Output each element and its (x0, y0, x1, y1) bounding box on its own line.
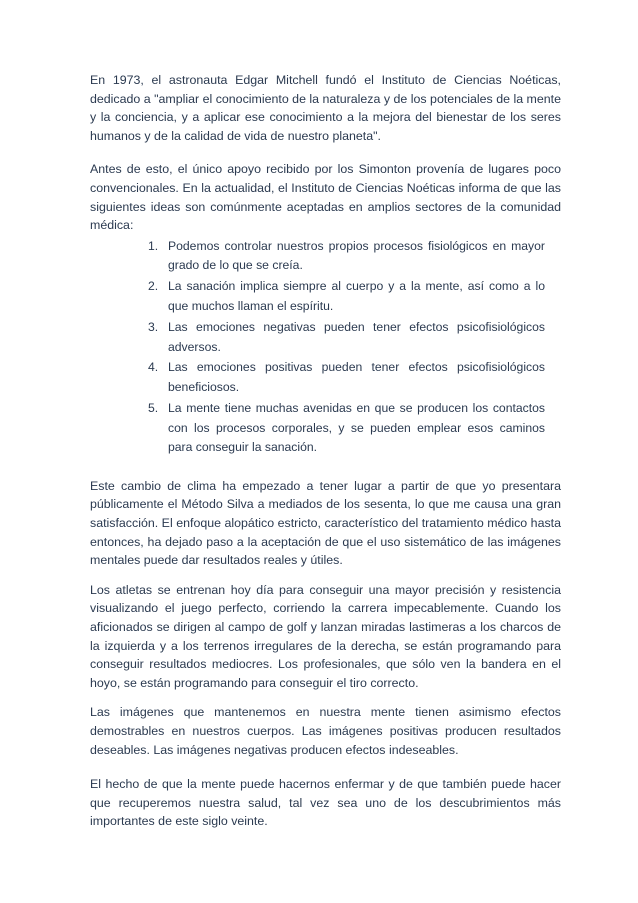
list-item-number: 2. (148, 279, 159, 294)
paragraph: En 1973, el astronauta Edgar Mitchell fundó el Instituto de Ciencias Noéticas, dedicado a "ampliar el conocimiento de la naturaleza y de los potenciales de la mente y la conciencia, y a aplicar ese conocimiento a la mejora del bienestar de los seres humanos y de la calidad de vida de nuestro planeta". (90, 73, 561, 143)
list-item-text: Las emociones positivas pueden tener efectos psicofisiológicos beneficiosos. (168, 360, 545, 395)
paragraph: Antes de esto, el único apoyo recibido por los Simonton provenía de lugares poco convencionales. En la actualidad, el Instituto de Ciencias Noéticas informa de que las siguientes ideas son comúnmente aceptadas en amplios sectores de la comunidad médica: (90, 162, 561, 233)
list-item-text: La sanación implica siempre al cuerpo y a la mente, así como a lo que muchos llaman el espíritu. (168, 279, 545, 313)
list-item-number: 4. (148, 360, 159, 375)
list-item-text: La mente tiene muchas avenidas en que se producen los contactos con los procesos corporales, y se pueden emplear esos caminos para conseguir la sanación. (168, 401, 545, 455)
list-item-number: 3. (148, 319, 159, 334)
list-item (148, 318, 545, 357)
document-page (90, 71, 561, 831)
paragraph: Las imágenes que mantenemos en nuestra mente tienen asimismo efectos demostrables en nuestros cuerpos. Las imágenes positivas producen resultados deseables. Las imágenes negativas producen efectos indeseables. (90, 705, 561, 757)
list-item-number: 1. (148, 238, 159, 253)
list-item (148, 399, 545, 458)
paragraph: Este cambio de clima ha empezado a tener lugar a partir de que yo presentara públicamente el Método Silva a mediados de los sesenta, lo que me causa una gran satisfacción. El enfoque alopático estricto, característico del tratamiento médico hasta entonces, ha dejado paso a la aceptación de que el uso sistemático de las imágenes mentales puede dar resultados reales y útiles. (90, 478, 561, 568)
list-item-text: Las emociones negativas pueden tener efectos psicofisiológicos adversos. (168, 319, 545, 354)
list-item-number: 5. (148, 401, 159, 416)
paragraph: El hecho de que la mente puede hacernos enfermar y de que también puede hacer que recuperemos nuestra salud, tal vez sea uno de los descubrimientos más importantes de este siglo veinte. (90, 777, 561, 829)
list-item-text: Podemos controlar nuestros propios procesos fisiológicos en mayor grado de lo que se creía. (168, 238, 545, 273)
list-item (148, 237, 545, 276)
list-item (148, 277, 545, 316)
numbered-list (90, 237, 561, 458)
paragraph: Los atletas se entrenan hoy día para conseguir una mayor precisión y resistencia visualizando el juego perfecto, corriendo la carrera impecablemente. Cuando los aficionados se dirigen al campo de golf y lanzan miradas lastimeras a los charcos de la izquierda y a los terrenos irregulares de la derecha, se están programando para conseguir resultados mediocres. Los profesionales, que sólo ven la bandera en el hoyo, se están programando para conseguir el tiro correcto. (90, 582, 561, 690)
list-item (148, 358, 545, 397)
